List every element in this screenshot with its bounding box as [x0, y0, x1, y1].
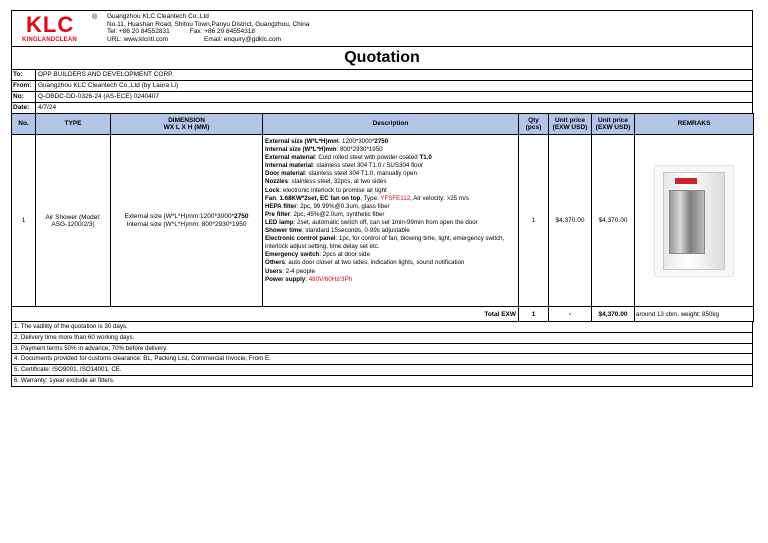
spec-line: Lock: electronic interlock to promise air tight: [265, 186, 387, 194]
total-remark: around 13 cbm, weight: 850kg: [635, 307, 754, 322]
spec-line: External size (W*L*H)mm: 1200*3000*2750: [265, 138, 389, 145]
row-no: 1: [12, 135, 36, 307]
header-unit-price: Unit price (EXW USD): [549, 114, 592, 135]
total-amount: $4,370.00: [592, 307, 635, 322]
letterhead: [11, 10, 753, 46]
row-qty: 1: [519, 135, 549, 307]
header-dimension: DIMENSION WX L X H (MM): [111, 114, 263, 135]
note-line: 5. Certificate: ISO9001, ISO14001, CE.: [11, 365, 753, 376]
spec-line: Users: 2-4 people: [265, 267, 315, 275]
company-phone-fax: Tel: +86 20 84552831 Fax: +86 20 84554318: [107, 28, 255, 36]
info-row: [11, 91, 753, 102]
spec-line: Door material: stainless steel 304 T1.0, manually open: [265, 170, 417, 178]
row-product-photo: [635, 135, 754, 307]
header-qty: Qty (pcs): [519, 114, 549, 135]
note-line: 3. Payment terms 50% in advance, 70% before delivery.: [11, 344, 753, 355]
info-label: No:: [12, 92, 36, 102]
row-description: [263, 135, 519, 307]
info-label: Date:: [12, 103, 36, 113]
row-unit-price: $4,370.00: [549, 135, 592, 307]
row-total-price: $4,370.00: [592, 135, 635, 307]
document-title: Quotation: [11, 46, 753, 69]
company-details: [107, 13, 309, 43]
header-description: Description: [263, 114, 519, 135]
info-label: From:: [12, 81, 36, 91]
info-label: To:: [12, 70, 36, 80]
spec-line: Others: auto door closer at two sides, indication lights, sound notification: [265, 259, 465, 267]
spec-line: HEPA filter: 2pc, 99.99%@0.3um, glass fiber: [265, 202, 390, 210]
spec-line: Internal material: stainless steel 304 T1.0 / SUS304 floor: [265, 162, 424, 170]
header-type: TYPE: [36, 114, 111, 135]
note-line: 1. The vadility of the quotation is 30 days.: [11, 322, 753, 333]
spec-line: Nozzles: stainless steel, 32pcs, at two sides: [265, 178, 387, 186]
klc-logo: KLC ® KINGLANDCLEAN: [22, 12, 98, 43]
company-web-email: URL: www.klcntl.com Email: enquiry@gdklc.com: [107, 35, 282, 43]
total-label: Total EXW: [12, 307, 519, 322]
note-line: 4. Documents provided for customs clearance: BL, Packing List, Commercial Invocie, From E.: [11, 354, 753, 365]
note-line: 2. Delivery time more than 60 working days.: [11, 333, 753, 344]
row-dimension: External size (W*L*H)mm:1200*3000*2750 Internal size (W*L*H)mm: 800*2930*1950: [111, 135, 263, 307]
terms-notes: [11, 322, 753, 387]
spec-line: Power supply: 480V/60Hz/3Ph: [265, 275, 353, 283]
spec-line: Shower time: standard 15seconds, 0-99s adjustable: [265, 227, 410, 235]
air-shower-image: [654, 165, 734, 277]
spec-line: Internal size (W*L*H)mm: 800*2930*1950: [265, 146, 383, 154]
row-type: Air Shower (Model: ASG-1200/2/3): [36, 135, 111, 307]
spec-line: Fan: 1.68KW*2set, EC fan on top, Type: YFSFE112, Air velocity: >25 m/s: [265, 194, 469, 202]
info-block: [11, 69, 753, 113]
spec-line: External material: Cold rolled steel with powder coated T1.0: [265, 154, 432, 162]
spec-line: Emergency switch: 2pcs at door side: [265, 251, 370, 259]
info-value: Guangzhou KLC Cleantech Co.,Ltd (by Laura Li): [38, 82, 179, 89]
table-header-row: [12, 114, 754, 135]
header-remarks: REMRAKS: [635, 114, 754, 135]
spec-line: Pre filter: 2pc, 45%@2.0um, synthetic fiber: [265, 210, 385, 218]
spec-line: LED lamp: 2set, automatic switch off, can set 1min-99min from open the door: [265, 218, 478, 226]
company-address: No.11, Huashan Road, Shitou Town,Panyu District, Guangzhou, China: [107, 20, 310, 28]
info-row: [11, 80, 753, 91]
info-value: 4/7/24: [38, 104, 57, 111]
info-value: OPP BUILDERS AND DEVELOPMENT CORP.: [38, 71, 174, 78]
spec-line: Electronic control panel: 1pc, for control of fan, blowing time, light, emergency switch, interlock adjust setting, time delay set etc.: [265, 235, 505, 251]
total-qty: 1: [519, 307, 549, 322]
total-row: [12, 307, 754, 322]
info-row: [11, 102, 753, 113]
quotation-table: [11, 113, 754, 322]
table-row: [12, 135, 754, 307]
header-unit-price-2: Unit price (EXW USD): [592, 114, 635, 135]
note-line: 6. Warranty: 1year exclude air filters.: [11, 376, 753, 387]
company-name: Guangzhou KLC Cleantech Co.,Ltd: [107, 13, 209, 20]
info-row: [11, 69, 753, 80]
info-value: Q-OBDC-DD-0326-24 (AS-ECE) 0240407: [38, 93, 160, 100]
total-unit: -: [549, 307, 592, 322]
quotation-sheet: [11, 10, 753, 387]
header-no: No.: [12, 114, 36, 135]
